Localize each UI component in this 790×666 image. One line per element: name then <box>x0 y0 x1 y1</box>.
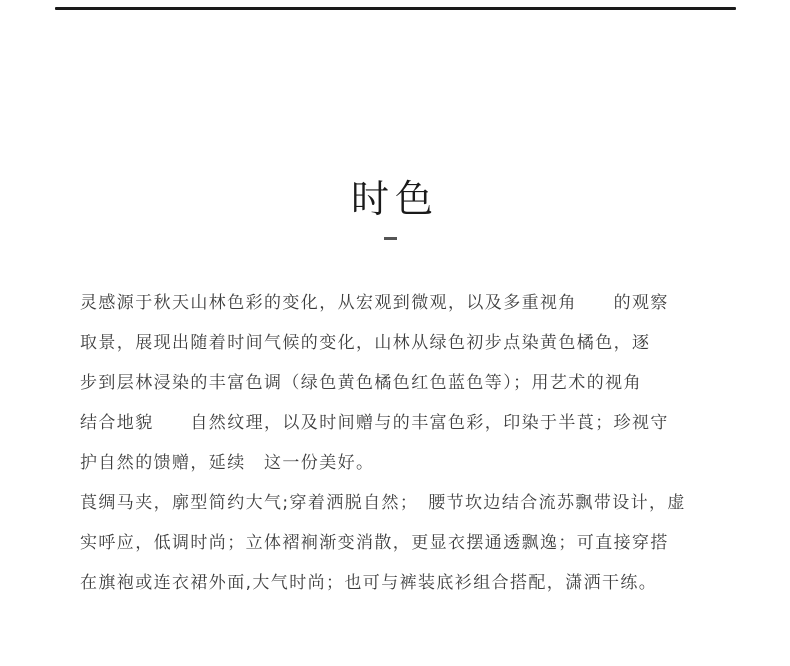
description-paragraph-1 <box>80 283 700 483</box>
text-line: 在旗袍或连衣裙外面,大气时尚；也可与裤装底衫组合搭配，潇洒干练。 <box>80 573 658 593</box>
top-divider-line <box>55 7 736 10</box>
text-line: 步到层林浸染的丰富色调（绿色黄色橘色红色蓝色等）；用艺术的视角 <box>80 373 642 393</box>
text-line: 结合地貌 自然纹理，以及时间赠与的丰富色彩，印染于半莨；珍视守 <box>80 413 669 433</box>
text-line: 取景，展现出随着时间气候的变化，山林从绿色初步点染黄色橘色，逐 <box>80 333 651 353</box>
description-text <box>80 283 700 603</box>
text-line: 灵感源于秋天山林色彩的变化，从宏观到微观，以及多重视角 的观察 <box>80 293 669 313</box>
description-paragraph-2 <box>80 483 700 603</box>
page-title: 时色 <box>350 177 439 222</box>
text-line: 莨绸马夹，廓型简约大气;穿着洒脱自然； 腰节坎边结合流苏飘带设计，虚 <box>80 493 686 513</box>
text-line: 实呼应，低调时尚；立体褶裥渐变消散，更显衣摆通透飘逸；可直接穿搭 <box>80 533 669 553</box>
text-line: 护自然的馈赠，延续 这一份美好。 <box>80 453 375 473</box>
title-underline-dash <box>384 237 397 240</box>
